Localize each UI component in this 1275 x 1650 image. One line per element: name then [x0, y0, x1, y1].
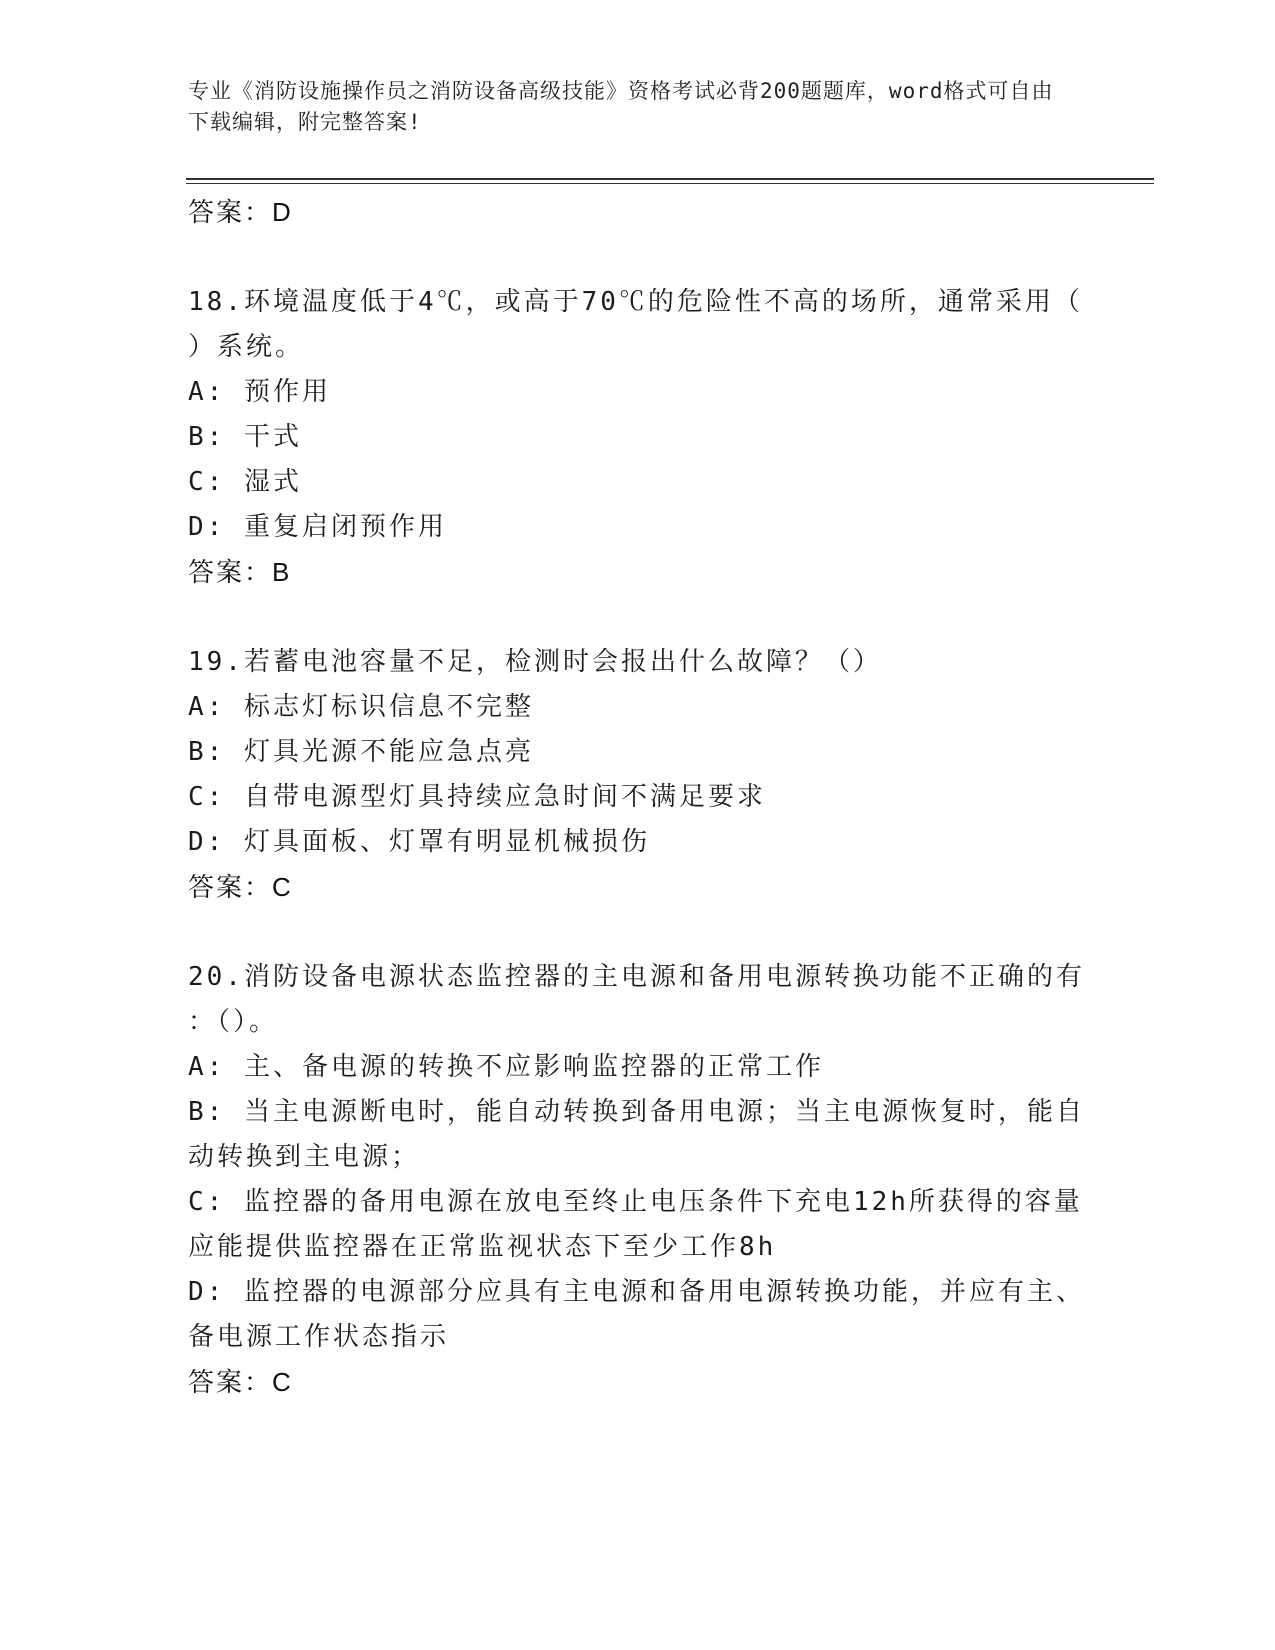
previous-answer: 答案：D — [188, 197, 293, 227]
answer-line: 答案：C — [188, 1367, 293, 1397]
spacer — [188, 595, 1088, 640]
question-stem: 20.消防设备电源状态监控器的主电源和备用电源转换功能不正确的有 — [188, 962, 1085, 992]
option-b: B: 干式 — [188, 422, 302, 452]
option-d-continued: 备电源工作状态指示 — [188, 1322, 450, 1352]
answer-line: 答案：C — [188, 872, 293, 902]
question-stem: 18.环境温度低于4℃，或高于70℃的危险性不高的场所，通常采用（ — [188, 287, 1083, 317]
answer-line: 答案：B — [188, 557, 292, 587]
option-d: D: 重复启闭预作用 — [188, 512, 447, 542]
option-c: C: 湿式 — [188, 467, 302, 497]
spacer — [188, 235, 1088, 280]
spacer — [188, 910, 1088, 955]
option-b: B: 灯具光源不能应急点亮 — [188, 737, 534, 767]
option-c: C: 监控器的备用电源在放电至终止电压条件下充电12h所获得的容量 — [188, 1187, 1083, 1217]
option-a: A: 标志灯标识信息不完整 — [188, 692, 534, 722]
document-header: 专业《消防设施操作员之消防设备高级技能》资格考试必背200题题库，word格式可自由下载编辑，附完整答案! — [188, 79, 1054, 134]
option-d: D: 监控器的电源部分应具有主电源和备用电源转换功能，并应有主、 — [188, 1277, 1085, 1307]
option-a: A: 主、备电源的转换不应影响监控器的正常工作 — [188, 1052, 824, 1082]
option-b: B: 当主电源断电时，能自动转换到备用电源；当主电源恢复时，能自 — [188, 1097, 1085, 1127]
question-19 — [188, 640, 1088, 910]
question-list — [188, 190, 1088, 1405]
option-c-continued: 应能提供监控器在正常监视状态下至少工作8h — [188, 1232, 777, 1262]
question-20 — [188, 955, 1088, 1405]
header-divider — [186, 178, 1154, 180]
option-a: A: 预作用 — [188, 377, 331, 407]
question-stem: ：（）。 — [188, 1007, 279, 1037]
option-d: D: 灯具面板、灯罩有明显机械损伤 — [188, 827, 650, 857]
question-18 — [188, 280, 1088, 595]
option-b-continued: 动转换到主电源； — [188, 1142, 421, 1172]
question-stem: ）系统。 — [188, 332, 305, 362]
question-stem: 19.若蓄电池容量不足，检测时会报出什么故障？（） — [188, 647, 882, 677]
option-c: C: 自带电源型灯具持续应急时间不满足要求 — [188, 782, 766, 812]
header-divider-thin — [186, 183, 1154, 184]
